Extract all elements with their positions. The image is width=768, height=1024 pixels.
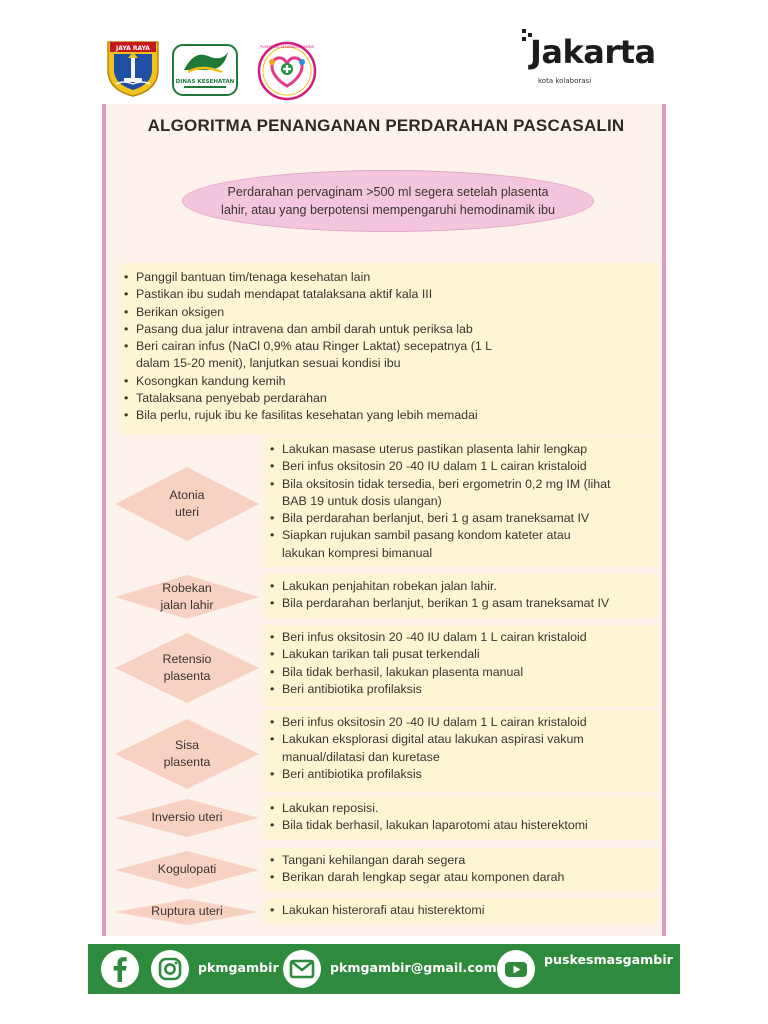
list-item: • Lakukan penjahitan robekan jalan lahir. (270, 578, 652, 595)
list-item: • Beri antibiotika profilaksis (270, 766, 652, 783)
instagram-handle[interactable]: pkmgambir (198, 960, 279, 975)
list-item: • Beri infus oksitosin 20 -40 IU dalam 1 L cairan kristaloid (270, 629, 652, 646)
social-footer (88, 944, 680, 994)
cause-diamond-robekan: Robekan jalan lahir (114, 574, 260, 620)
list-item: • Beri infus oksitosin 20 -40 IU dalam 1 L cairan kristaloid (270, 714, 652, 731)
list-item: • Beri cairan infus (NaCl 0,9% atau Ringer Laktat) secepatnya (1 L dalam 15-20 menit), lanjutkan sesuai kondisi ibu (124, 338, 528, 373)
list-item: • Tangani kehilangan darah segera (270, 852, 652, 869)
actions-box-robekan (264, 574, 658, 618)
actions-box-ruptura (264, 898, 658, 924)
list-item: • Lakukan histerorafi atau histerektomi (270, 902, 652, 919)
list-item: • Lakukan reposisi. (270, 800, 652, 817)
jakarta-tagline: kota kolaborasi (538, 77, 592, 85)
list-item: • Pastikan ibu sudah mendapat tatalaksana aktif kala III (124, 286, 652, 303)
jakarta-wordmark: Jakarta (530, 33, 656, 71)
list-item: • Berikan oksigen (124, 304, 652, 321)
youtube-icon[interactable] (496, 949, 536, 989)
algorithm-poster (102, 104, 666, 936)
email-icon[interactable] (282, 949, 322, 989)
cause-diamond-kogulopati: Kogulopati (114, 850, 260, 890)
list-item: • Pasang dua jalur intravena dan ambil darah untuk periksa lab (124, 321, 652, 338)
email-address[interactable]: pkmgambir@gmail.com (330, 960, 497, 975)
list-item: • Bila tidak berhasil, lakukan laparotomi atau histerektomi (270, 817, 652, 834)
list-item: • Bila perdarahan berlanjut, beri 1 g asam traneksamat IV (270, 510, 652, 527)
list-item: • Berikan darah lengkap segar atau komponen darah (270, 869, 652, 886)
actions-box-atonia (264, 437, 658, 567)
condition-line-1: Perdarahan pervaginam >500 ml segera setelah plasenta (227, 185, 549, 199)
poster-title: ALGORITMA PENANGANAN PERDARAHAN PASCASALIN (147, 116, 625, 135)
svg-text:DINAS KESEHATAN: DINAS KESEHATAN (175, 79, 235, 85)
svg-text:JAYA RAYA: JAYA RAYA (116, 45, 150, 52)
list-item: • Tatalaksana penyebab perdarahan (124, 390, 652, 407)
list-item: • Kosongkan kandung kemih (124, 373, 652, 390)
actions-box-kogulopati (264, 848, 658, 892)
cause-diamond-sisa: Sisa plasenta (114, 718, 260, 790)
condition-line-2: lahir, atau yang berpotensi mempengaruhi hemodinamik ibu (221, 203, 555, 217)
list-item: • Lakukan tarikan tali pusat terkendali (270, 646, 652, 663)
cause-diamond-retensio: Retensio plasenta (114, 632, 260, 704)
cause-diamond-inversio: Inversio uteri (114, 798, 260, 838)
actions-box-inversio (264, 796, 658, 840)
list-item: • Bila tidak berhasil, lakukan plasenta manual (270, 664, 652, 681)
jakarta-brand (500, 20, 672, 92)
actions-box-sisa (264, 710, 658, 792)
dinas-kesehatan-logo (172, 44, 238, 96)
svg-text:PUSKESMAS KECAMATAN GAMBIR: PUSKESMAS KECAMATAN GAMBIR (260, 45, 314, 49)
list-item: • Lakukan eksplorasi digital atau lakukan aspirasi vakum manual/dilatasi dan kuretase (270, 731, 630, 766)
youtube-channel[interactable]: puskesmasgambir (544, 952, 673, 967)
list-item: • Beri antibiotika profilaksis (270, 681, 652, 698)
condition-oval (182, 170, 594, 232)
list-item: • Lakukan masase uterus pastikan plasenta lahir lengkap (270, 441, 652, 458)
instagram-icon[interactable] (150, 949, 190, 989)
list-item: • Bila oksitosin tidak tersedia, beri ergometrin 0,2 mg IM (lihat BAB 19 untuk dosis ulangan) (270, 476, 630, 511)
cause-diamond-ruptura: Ruptura uteri (114, 898, 260, 926)
list-item: • Beri infus oksitosin 20 -40 IU dalam 1 L cairan kristaloid (270, 458, 652, 475)
actions-box-retensio (264, 625, 658, 707)
initial-steps-box (120, 263, 658, 435)
list-item: • Bila perdarahan berlanjut, berikan 1 g asam traneksamat IV (270, 595, 652, 612)
list-item: • Bila perlu, rujuk ibu ke fasilitas kesehatan yang lebih memadai (124, 407, 652, 424)
list-item: • Panggil bantuan tim/tenaga kesehatan lain (124, 269, 652, 286)
puskesmas-gambir-logo (246, 40, 328, 102)
cause-diamond-atonia: Atonia uteri (114, 466, 260, 542)
facebook-icon[interactable] (100, 949, 140, 989)
list-item: • Siapkan rujukan sambil pasang kondom kateter atau lakukan kompresi bimanual (270, 527, 610, 562)
jaya-raya-logo (104, 36, 162, 98)
